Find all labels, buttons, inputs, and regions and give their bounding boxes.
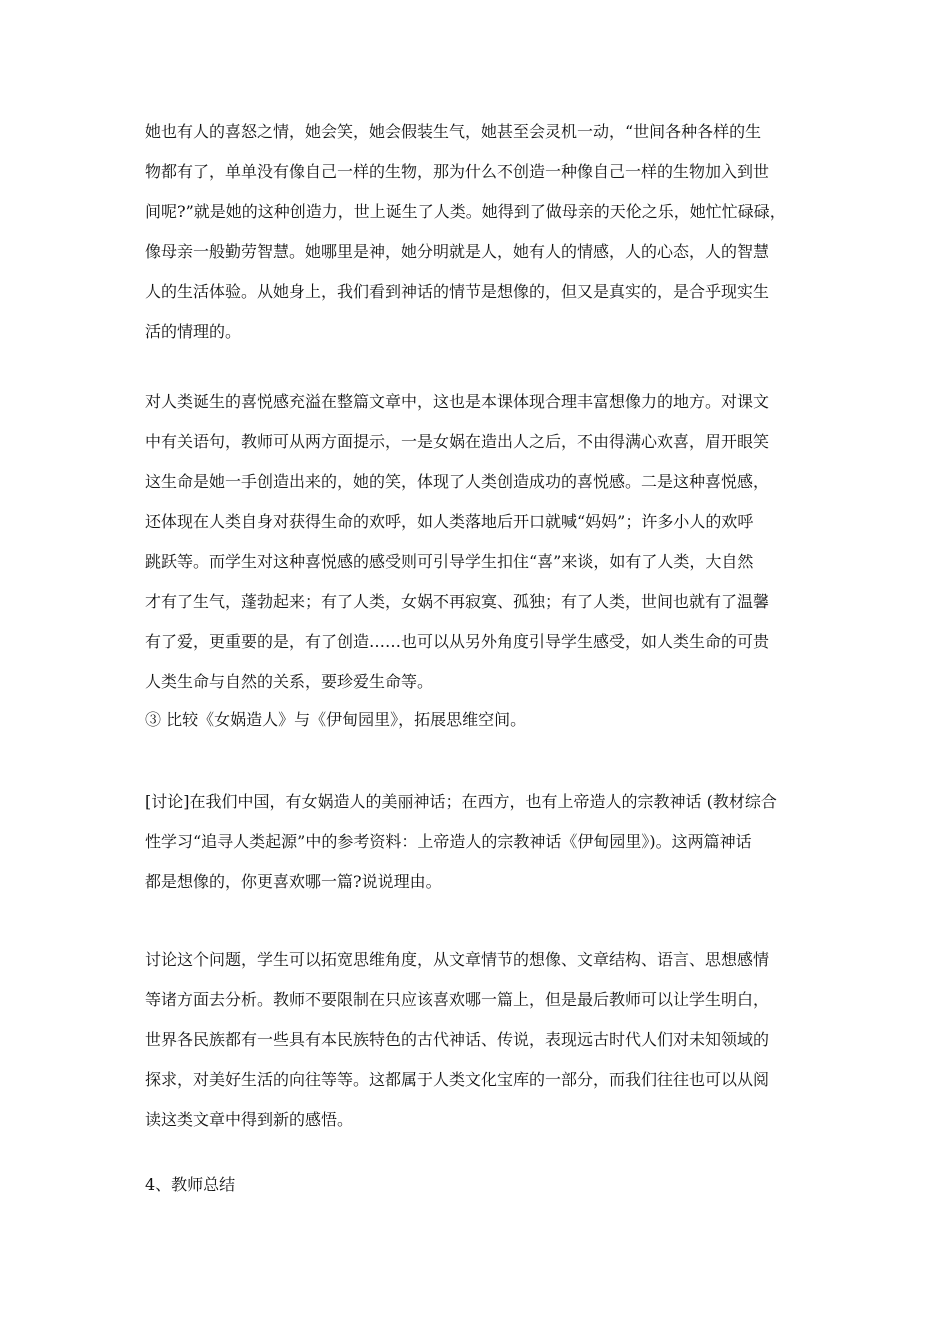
text-line: 讨论这个问题，学生可以拓宽思维角度，从文章情节的想像、文章结构、语言、思想感情 <box>145 950 770 969</box>
text-line: 世界各民族都有一些具有本民族特色的古代神话、传说，表现远古时代人们对未知领域的 <box>145 1030 770 1049</box>
text-line: 有了爱，更重要的是，有了创造……也可以从另外角度引导学生感受，如人类生命的可贵 <box>145 632 770 651</box>
text-line: 对人类诞生的喜悦感充溢在整篇文章中，这也是本课体现合理丰富想像力的地方。对课文 <box>145 392 770 411</box>
text-line: 像母亲一般勤劳智慧。她哪里是神，她分明就是人，她有人的情感，人的心态，人的智慧 <box>145 242 770 261</box>
text-line: 人的生活体验。从她身上，我们看到神话的情节是想像的，但又是真实的，是合乎现实生 <box>145 282 770 301</box>
text-line: ③ 比较《女娲造人》与《伊甸园里》，拓展思维空间。 <box>145 710 527 729</box>
paragraph-discussion-guidance <box>145 940 810 1140</box>
text-line: 才有了生气，蓬勃起来；有了人类，女娲不再寂寞、孤独；有了人类，世间也就有了温馨 <box>145 592 770 611</box>
paragraph-joy-of-creation <box>145 382 810 702</box>
text-line: 还体现在人类自身对获得生命的欢呼，如人类落地后开口就喊“妈妈”；许多小人的欢呼 <box>145 512 754 531</box>
text-line: 性学习“追寻人类起源”中的参考资料：上帝造人的宗教神话《伊甸园里》)。这两篇神话 <box>145 832 752 851</box>
text-line: 间呢?”就是她的这种创造力，世上诞生了人类。她得到了做母亲的天伦之乐，她忙忙碌碌， <box>145 202 786 221</box>
text-line: 读这类文章中得到新的感悟。 <box>145 1110 354 1129</box>
paragraph-comparison-heading <box>145 700 810 740</box>
text-line: 中有关语句，教师可从两方面提示，一是女娲在造出人之后，不由得满心欢喜，眉开眼笑 <box>145 432 770 451</box>
text-line: 这生命是她一手创造出来的，她的笑，体现了人类创造成功的喜悦感。二是这种喜悦感， <box>145 472 770 491</box>
text-line: 都是想像的，你更喜欢哪一篇?说说理由。 <box>145 872 442 891</box>
text-line: 物都有了，单单没有像自己一样的生物，那为什么不创造一种像自己一样的生物加入到世 <box>145 162 770 181</box>
paragraph-nuwa-character <box>145 112 810 352</box>
section-heading-teacher-summary <box>145 1165 810 1205</box>
text-line: 4、教师总结 <box>145 1175 236 1194</box>
text-line: 探求，对美好生活的向往等等。这都属于人类文化宝库的一部分，而我们往往也可以从阅 <box>145 1070 770 1089</box>
text-line: 人类生命与自然的关系，要珍爱生命等。 <box>145 672 434 691</box>
text-line: [讨论]在我们中国，有女娲造人的美丽神话；在西方，也有上帝造人的宗教神话 (教材综合 <box>145 792 777 811</box>
text-line: 活的情理的。 <box>145 322 242 341</box>
text-line: 她也有人的喜怒之情，她会笑，她会假装生气，她甚至会灵机一动，“世间各种各样的生 <box>145 122 762 141</box>
paragraph-discussion-prompt <box>145 782 810 902</box>
text-line: 等诸方面去分析。教师不要限制在只应该喜欢哪一篇上，但是最后教师可以让学生明白， <box>145 990 770 1009</box>
text-line: 跳跃等。而学生对这种喜悦感的感受则可引导学生扣住“喜”来谈，如有了人类，大自然 <box>145 552 754 571</box>
